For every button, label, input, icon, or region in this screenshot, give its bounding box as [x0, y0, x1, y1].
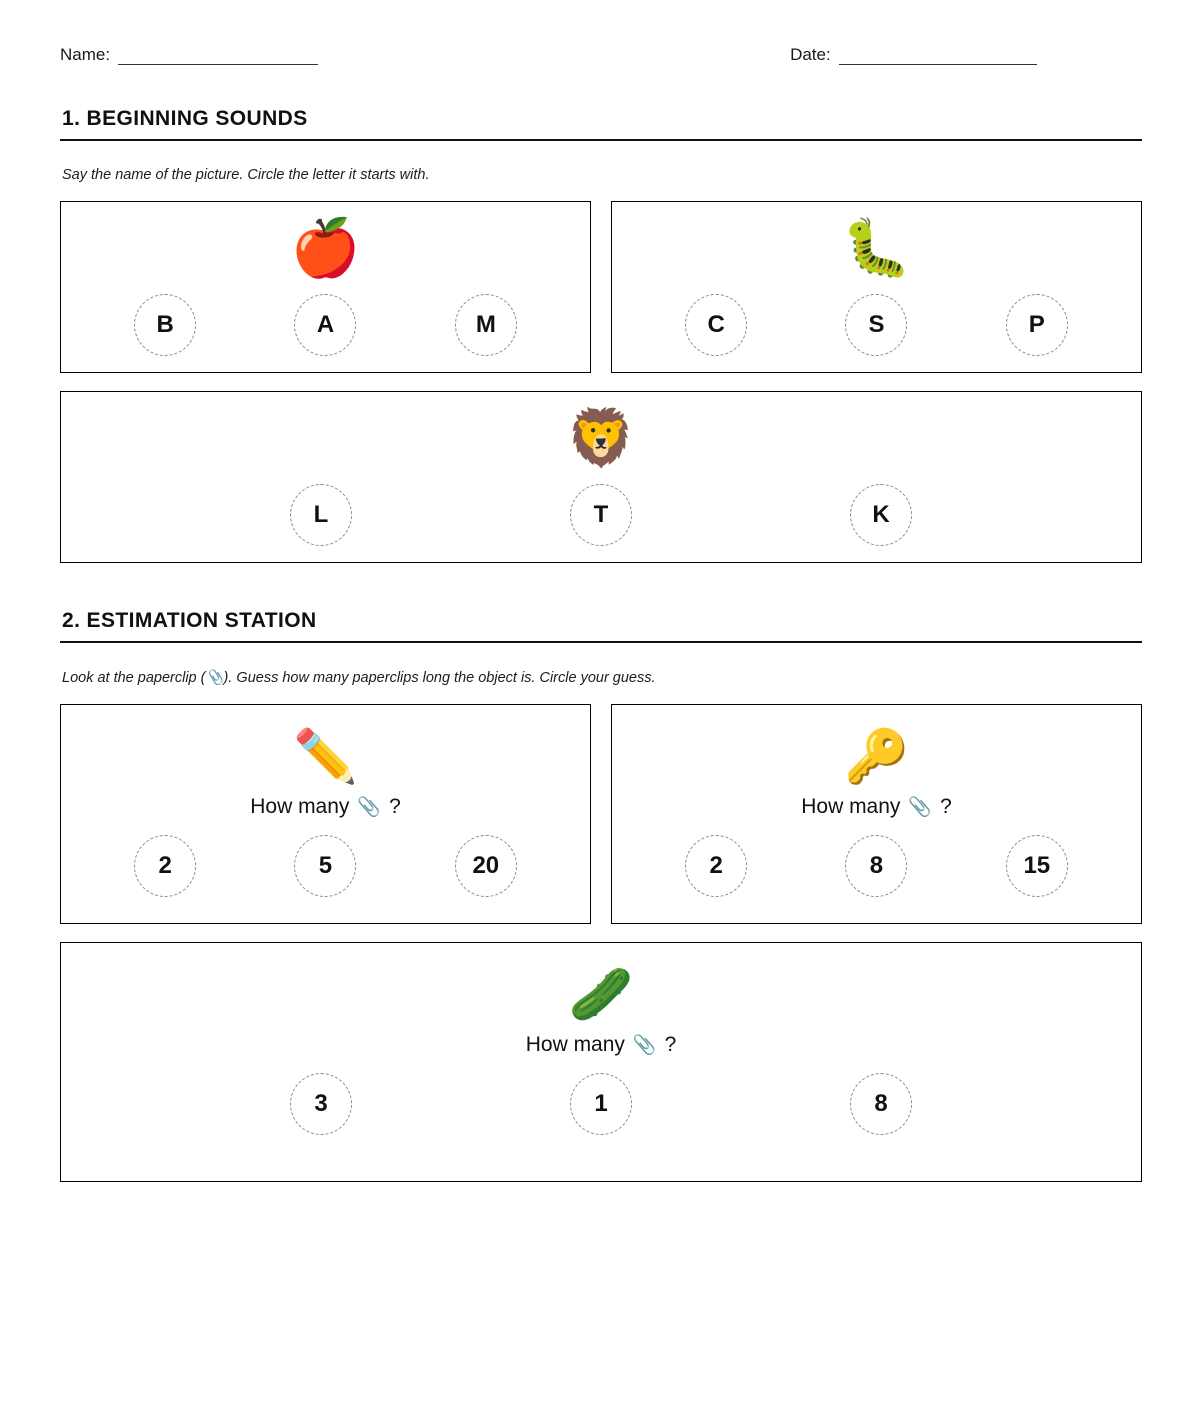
prompt-suffix: ? [940, 795, 952, 818]
section-2-divider [60, 641, 1142, 643]
paperclip-icon: 📎 [357, 797, 382, 818]
paperclip-icon: 📎 [908, 797, 933, 818]
answer-options [61, 1073, 1141, 1135]
option-bubble[interactable]: 1 [570, 1073, 632, 1135]
estimation-prompt [526, 1033, 677, 1057]
question-card [60, 704, 591, 924]
option-bubble[interactable]: B [134, 294, 196, 356]
instructions-text-after: ). Guess how many paperclips long the object is. Circle your guess. [223, 670, 656, 686]
question-card [60, 942, 1142, 1182]
key-icon: 🔑 [844, 728, 909, 786]
option-bubble[interactable]: P [1006, 294, 1068, 356]
estimation-prompt [250, 795, 401, 819]
section-2-title: 2. ESTIMATION STATION [62, 609, 317, 632]
section-1-row-1 [60, 201, 1142, 373]
section-beginning-sounds [60, 107, 1142, 563]
lion-icon: 🦁 [566, 406, 636, 469]
date-field-group [790, 46, 1037, 65]
date-input-line[interactable] [839, 50, 1037, 65]
name-field-group [60, 46, 318, 65]
answer-options [612, 294, 1141, 356]
date-label: Date: [790, 45, 831, 64]
name-input-line[interactable] [118, 50, 318, 65]
option-bubble[interactable]: C [685, 294, 747, 356]
option-bubble[interactable]: L [290, 484, 352, 546]
section-2-instructions [62, 669, 1142, 686]
prompt-text: How many [525, 1033, 625, 1056]
instructions-text-before: Look at the paperclip ( [62, 670, 206, 686]
answer-options [61, 294, 590, 356]
option-bubble[interactable]: 20 [455, 835, 517, 897]
question-card [611, 201, 1142, 373]
prompt-text: How many [801, 795, 901, 818]
section-1-divider [60, 139, 1142, 141]
section-1-title: 1. BEGINNING SOUNDS [62, 107, 308, 130]
caterpillar-icon: 🐛 [841, 216, 912, 279]
answer-options [61, 484, 1141, 546]
pencil-icon: ✏️ [293, 728, 358, 786]
option-bubble[interactable]: 15 [1006, 835, 1068, 897]
option-bubble[interactable]: 2 [685, 835, 747, 897]
section-estimation-station [60, 609, 1142, 1182]
paperclip-icon: 📎 [632, 1035, 657, 1056]
answer-options [612, 835, 1141, 897]
option-bubble[interactable]: A [294, 294, 356, 356]
name-label: Name: [60, 45, 111, 64]
option-bubble[interactable]: 8 [845, 835, 907, 897]
section-2-row-2 [60, 942, 1142, 1182]
option-bubble[interactable]: S [845, 294, 907, 356]
answer-options [61, 835, 590, 897]
estimation-prompt [801, 795, 952, 819]
cucumber-icon: 🥒 [568, 966, 634, 1024]
option-bubble[interactable]: 3 [290, 1073, 352, 1135]
option-bubble[interactable]: 8 [850, 1073, 912, 1135]
apple-icon: 🍎 [290, 216, 361, 279]
question-card [60, 391, 1142, 563]
question-card [60, 201, 591, 373]
section-1-instructions: Say the name of the picture. Circle the letter it starts with. [62, 167, 430, 183]
prompt-suffix: ? [389, 795, 401, 818]
option-bubble[interactable]: 2 [134, 835, 196, 897]
option-bubble[interactable]: K [850, 484, 912, 546]
option-bubble[interactable]: M [455, 294, 517, 356]
section-1-row-2 [60, 391, 1142, 563]
option-bubble[interactable]: 5 [294, 835, 356, 897]
question-card [611, 704, 1142, 924]
name-date-header [60, 46, 1142, 65]
prompt-suffix: ? [664, 1033, 677, 1056]
paperclip-icon: 📎 [205, 670, 224, 686]
section-2-row-1 [60, 704, 1142, 924]
prompt-text: How many [250, 795, 350, 818]
option-bubble[interactable]: T [570, 484, 632, 546]
